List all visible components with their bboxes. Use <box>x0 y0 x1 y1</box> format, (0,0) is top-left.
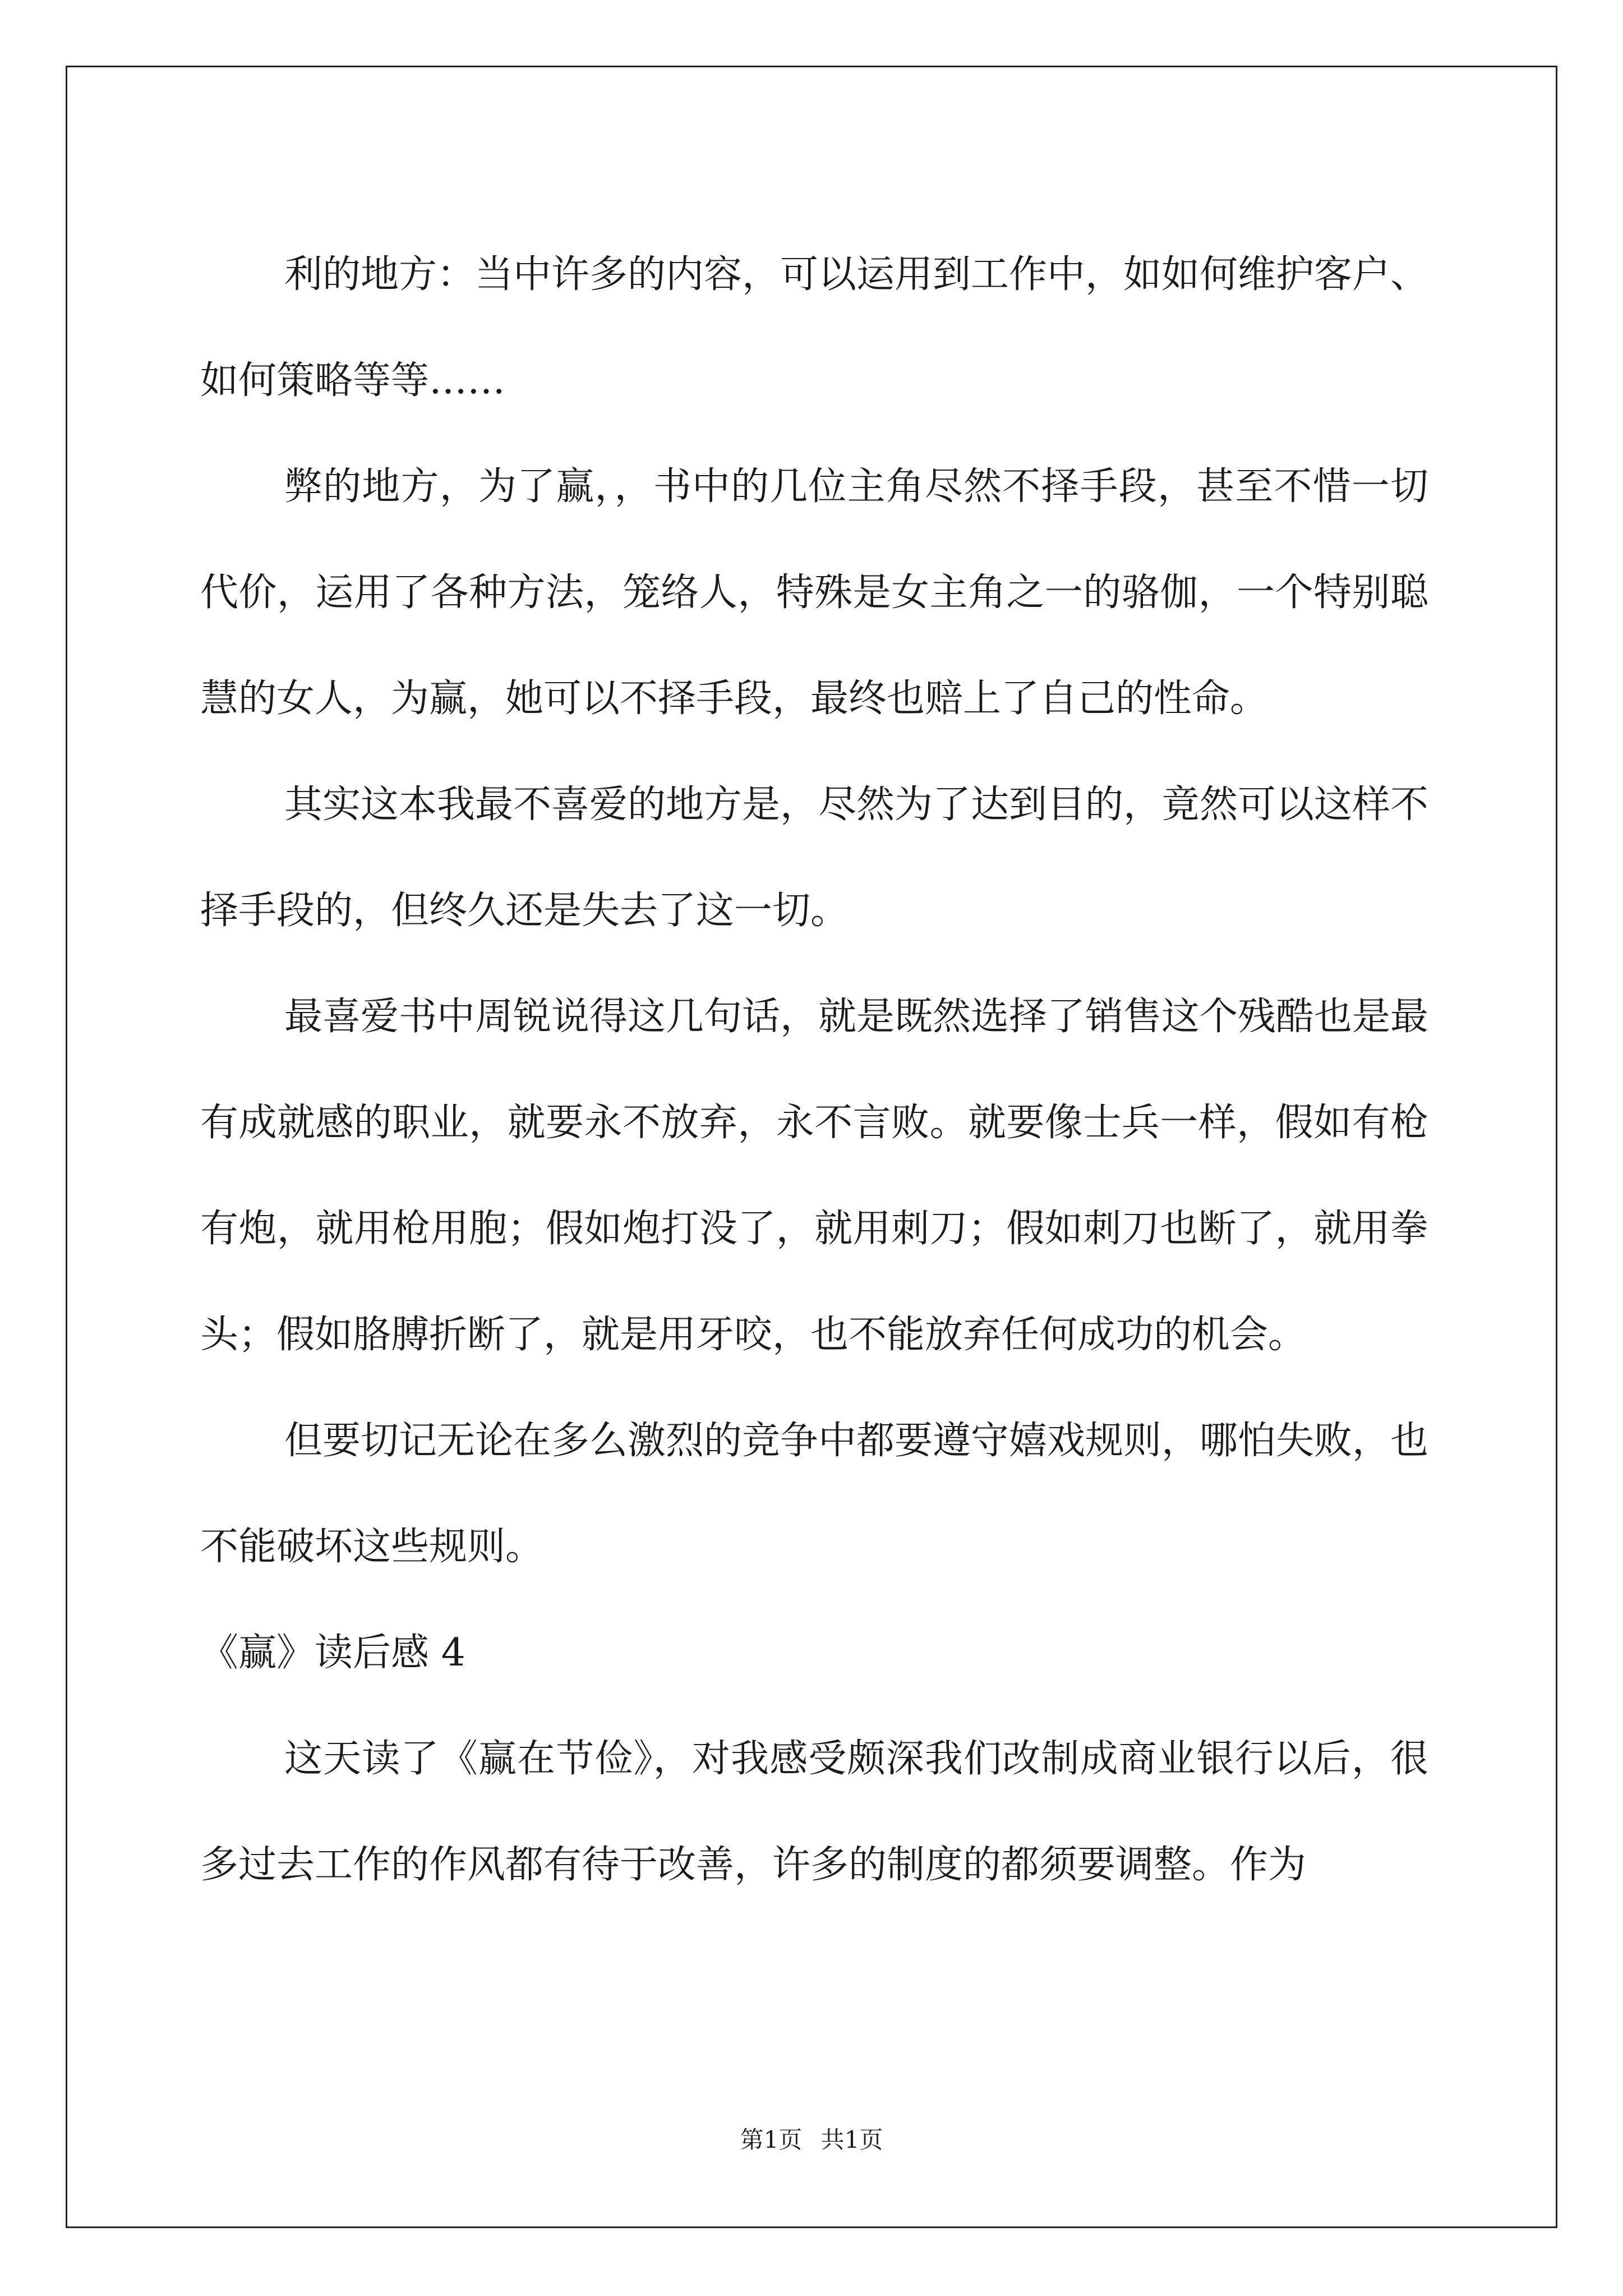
paragraph: 最喜爱书中周锐说得这几句话，就是既然选择了销售这个残酷也是最有成就感的职业，就要永不放弃，永不言败。就要像士兵一样，假如有枪有炮，就用枪用胞；假如炮打没了，就用刺刀；假如刺刀也断了，就用拳头；假如胳膊折断了，就是用牙咬，也不能放弃任何成功的机会。 <box>200 995 1429 1357</box>
document-body <box>200 222 1428 1918</box>
paragraph: 利的地方：当中许多的内容，可以运用到工作中，如如何维护客户、如何策略等等…… <box>200 252 1429 403</box>
paragraph: 但要切记无论在多么激烈的竞争中都要遵守嬉戏规则，哪怕失败，也不能破坏这些规则。 <box>200 1419 1429 1569</box>
page-number: 第1页 <box>740 2126 803 2154</box>
paragraph: 弊的地方，为了赢，，书中的几位主角尽然不择手段，甚至不惜一切代价，运用了各种方法，笼络人，特殊是女主角之一的骆伽，一个特别聪慧的女人，为赢，她可以不择手段，最终也赔上了自己的性命。 <box>200 464 1428 721</box>
page-footer <box>0 2126 1623 2154</box>
paragraph: 其实这本我最不喜爱的地方是，尽然为了达到目的，竟然可以这样不择手段的，但终久还是失去了这一切。 <box>200 783 1429 933</box>
page-total: 共1页 <box>820 2126 883 2154</box>
section-heading: 《赢》读后感 4 <box>200 1631 465 1675</box>
paragraph: 这天读了《赢在节俭》，对我感受颇深我们改制成商业银行以后，很多过去工作的作风都有待于改善，许多的制度的都须要调整。作为 <box>200 1737 1428 1887</box>
